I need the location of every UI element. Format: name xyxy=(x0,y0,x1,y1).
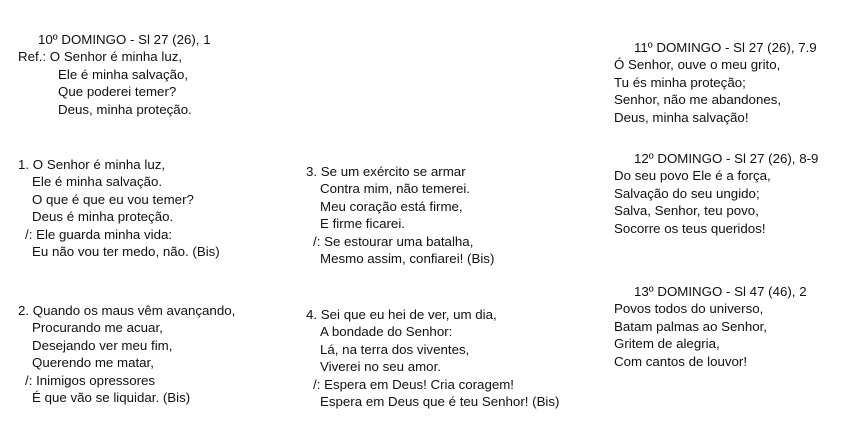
stanza-3-line-3: Meu coração está firme, xyxy=(320,198,463,214)
stanza-1-line-6: Eu não vou ter medo, não. (Bis) xyxy=(32,244,220,260)
refrain-line-2: Ele é minha salvação, xyxy=(58,66,189,82)
sunday-13-line-1: Povos todos do universo, xyxy=(614,301,764,317)
stanza-1 xyxy=(18,156,220,260)
sunday-12-line-3: Salva, Senhor, teu povo, xyxy=(614,203,759,219)
sunday-12-header: 12º DOMINGO - Sl 27 (26), 8-9 xyxy=(634,151,819,166)
sunday-11-line-2: Tu és minha proteção; xyxy=(614,74,746,90)
stanza-1-line-5: /: Ele guarda minha vida: xyxy=(25,226,173,242)
stanza-3-line-2: Contra mim, não temerei. xyxy=(320,181,471,197)
refrain-line-1: Ref.: O Senhor é minha luz, xyxy=(18,49,183,65)
sunday-11-line-3: Senhor, não me abandones, xyxy=(614,92,782,108)
refrain-line-3: Que poderei temer? xyxy=(58,84,177,100)
sunday-12-line-1: Do seu povo Ele é a força, xyxy=(614,168,771,184)
stanza-3 xyxy=(306,163,494,267)
stanza-4-line-5: /: Espera em Deus! Cria coragem! xyxy=(313,376,515,392)
stanza-2-line-1: 2. Quando os maus vêm avançando, xyxy=(18,303,236,318)
stanza-4-line-3: Lá, na terra dos viventes, xyxy=(320,341,470,357)
stanza-3-line-5: /: Se estourar uma batalha, xyxy=(313,233,474,249)
stanza-2-line-3: Desejando ver meu fim, xyxy=(32,337,173,353)
stanza-2-line-4: Querendo me matar, xyxy=(32,355,154,371)
stanza-1-line-3: O que é que eu vou temer? xyxy=(32,191,194,207)
refrain-label: Ref.: xyxy=(18,49,50,65)
stanza-4-line-1: 4. Sei que eu hei de ver, um dia, xyxy=(306,307,497,322)
sunday-10-block xyxy=(18,31,211,118)
stanza-4-line-2: A bondade do Senhor: xyxy=(320,324,453,340)
stanza-3-line-6: Mesmo assim, confiarei! (Bis) xyxy=(320,251,495,267)
stanza-2-line-6: É que vão se liquidar. (Bis) xyxy=(32,390,191,406)
refrain-line-4: Deus, minha proteção. xyxy=(58,101,192,117)
stanza-1-line-2: Ele é minha salvação. xyxy=(32,174,163,190)
stanza-4-line-4: Viverei no seu amor. xyxy=(320,359,441,375)
stanza-3-line-4: E firme ficarei. xyxy=(320,216,405,232)
sunday-11-line-1: Ó Senhor, ouve o meu grito, xyxy=(614,57,781,73)
sunday-12-line-2: Salvação do seu ungido; xyxy=(614,185,760,201)
sunday-13-line-2: Batam palmas ao Senhor, xyxy=(614,318,768,334)
stanza-2-line-2: Procurando me acuar, xyxy=(32,320,163,336)
stanza-3-line-1: 3. Se um exército se armar xyxy=(306,164,466,179)
sunday-10-header: 10º DOMINGO - Sl 27 (26), 1 xyxy=(38,32,211,47)
sunday-12-line-4: Socorre os teus queridos! xyxy=(614,220,766,236)
sunday-13-block xyxy=(614,283,807,370)
stanza-2 xyxy=(18,302,235,406)
stanza-2-line-5: /: Inimigos opressores xyxy=(25,372,156,388)
stanza-1-line-1: 1. O Senhor é minha luz, xyxy=(18,157,166,172)
stanza-4-line-6: Espera em Deus que é teu Senhor! (Bis) xyxy=(320,394,560,410)
sunday-11-line-4: Deus, minha salvação! xyxy=(614,109,749,125)
stanza-4 xyxy=(306,306,559,410)
sunday-13-line-4: Com cantos de louvor! xyxy=(614,353,748,369)
sunday-12-block xyxy=(614,150,818,237)
sunday-13-header: 13º DOMINGO - Sl 47 (46), 2 xyxy=(634,284,807,299)
sunday-13-line-3: Gritem de alegria, xyxy=(614,336,720,352)
sunday-11-header: 11º DOMINGO - Sl 27 (26), 7.9 xyxy=(634,40,817,55)
sunday-11-block xyxy=(614,39,817,126)
stanza-1-line-4: Deus é minha proteção. xyxy=(32,209,174,225)
